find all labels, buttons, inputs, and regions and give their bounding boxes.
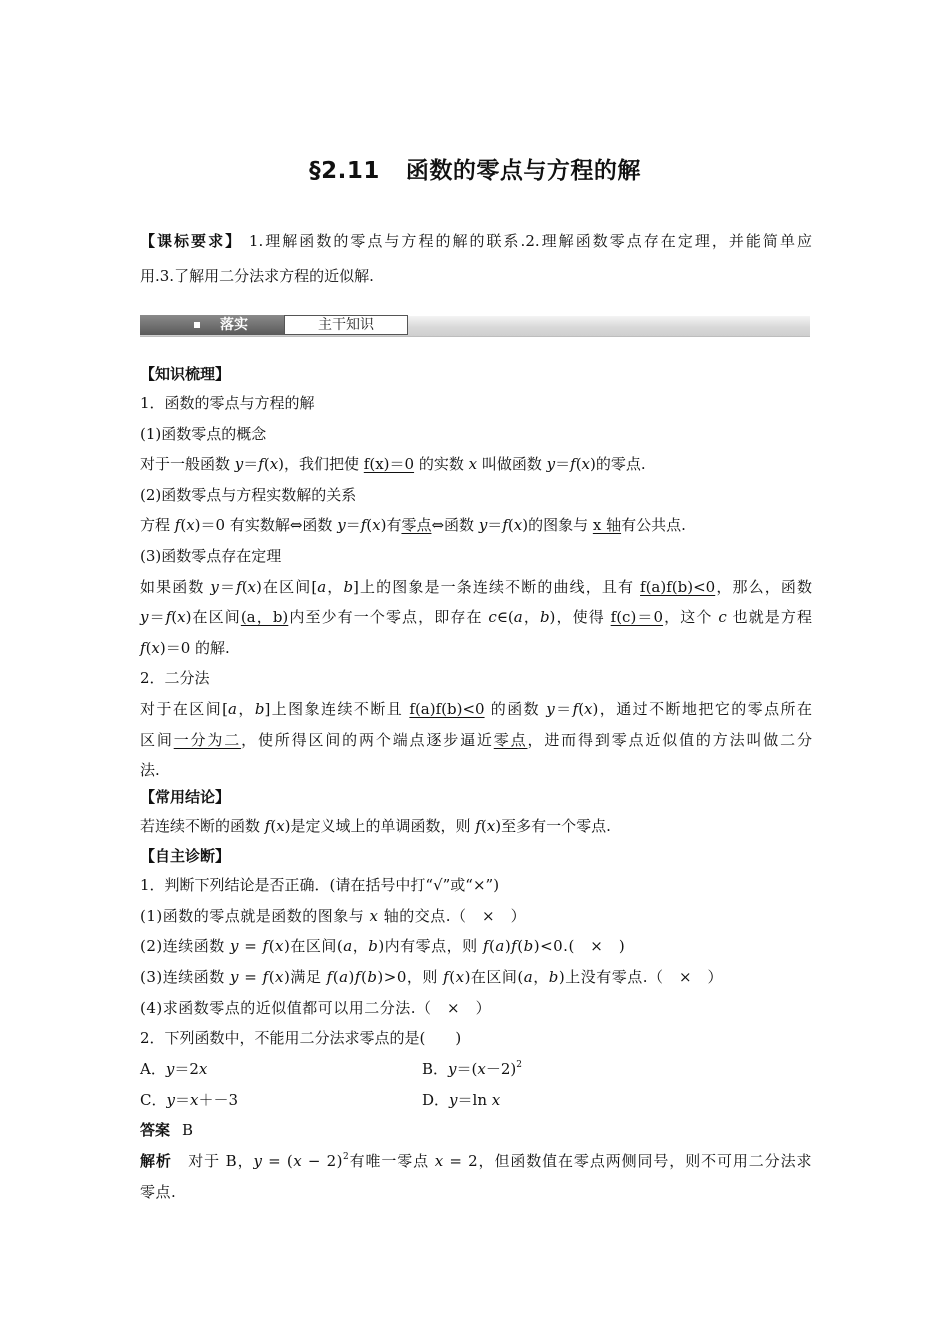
knowledge-item2: 2．二分法 [140,669,210,687]
blank-split-in-two: 一分为二 [173,731,242,749]
bisection-line2: 区间一分为二，使所得区间的两个端点逐步逼近零点，进而得到零点近似值的方法叫做二分 [140,731,812,749]
section-bar [140,312,810,338]
statement2: (2)连续函数 y = f(x)在区间(a，b)内有零点，则 f(a)f(b)<0.( × ) [140,937,626,955]
zero-definition: 对于一般函数 y＝f(x)，我们把使 f(x)＝0 的实数 x 叫做函数 y＝f(x)的零点. [140,455,646,473]
blank-zero-point: 零点 [401,516,432,534]
theorem-line2: y＝f(x)在区间(a，b)内至少有一个零点，即存在 c∈(a，b)，使得 f(c)＝0，这个 c 也就是方程 [140,608,812,626]
conclusion-heading: 【常用结论】 [140,788,231,806]
blank-fx-zero: f(x)＝0 [363,455,415,473]
zero-relation: 方程 f(x)＝0 有实数解⇔函数 y＝f(x)有零点⇔函数 y＝f(x)的图象与 x 轴有公共点. [140,516,686,534]
option-c: C．y＝x＋－3 [140,1091,238,1109]
blank-sign-condition: f(a)f(b)<0 [640,578,716,596]
blank-x-axis: x 轴 [592,516,622,534]
blank-approach-zero: 零点 [493,731,528,749]
section-bar-dark: 落实 [140,315,284,335]
statement3: (3)连续函数 y = f(x)满足 f(a)f(b)>0，则 f(x)在区间(a，b)上没有零点.（ × ） [140,968,724,986]
requirements-line2: 用.3.了解用二分法求方程的近似解. [140,267,374,285]
theorem-line3: f(x)＝0 的解. [140,639,230,657]
blank-open-interval: (a，b) [240,608,289,626]
knowledge-sub3: (3)函数零点存在定理 [140,547,282,565]
knowledge-heading: 【知识梳理】 [140,365,231,383]
section-number: §2.11 [309,158,380,184]
conclusion-text: 若连续不断的函数 f(x)是定义域上的单调函数，则 f(x)至多有一个零点. [140,817,611,835]
bisection-line3: 法. [140,761,160,779]
requirements-line1: 1.理解函数的零点与方程的解的联系.2.理解函数零点存在定理，并能简单应 [248,232,812,250]
statement4: (4)求函数零点的近似值都可以用二分法.（ × ） [140,999,492,1017]
question1: 1．判断下列结论是否正确．(请在括号中打“√”或“×”) [140,876,500,894]
option-b: B．$y=(x-2)^2$ [422,1060,522,1078]
section-title: 函数的零点与方程的解 [405,158,641,184]
curriculum-requirements [140,231,812,291]
option-d: D．y＝ln x [422,1091,501,1109]
option-a: A．y＝2x [140,1060,208,1078]
square-bullet-icon [194,322,200,328]
question2: 2．下列函数中，不能用二分法求零点的是( ) [140,1029,462,1047]
analysis-line2: 零点. [140,1183,177,1201]
page-title [0,152,950,185]
analysis-line1: 解析 对于 B，$y = (x - 2)^2$有唯一零点 x = 2，但函数值在零点两侧同号，则不可用二分法求 [140,1152,812,1170]
requirements-tag: 【课标要求】 [140,232,243,250]
blank-bisection-condition: f(a)f(b)<0 [409,700,485,718]
knowledge-item1: 1．函数的零点与方程的解 [140,394,315,412]
section-bar-light: 主干知识 [284,315,408,335]
diagnosis-heading: 【自主诊断】 [140,847,231,865]
answer: 答案 B [140,1121,194,1139]
bisection-line1: 对于在区间[a，b]上图象连续不断且 f(a)f(b)<0 的函数 y＝f(x)，通过不断地把它的零点所在 [140,700,812,718]
blank-fc-zero: f(c)＝0 [610,608,664,626]
knowledge-sub2: (2)函数零点与方程实数解的关系 [140,486,357,504]
statement1: (1)函数的零点就是函数的图象与 x 轴的交点.（ × ） [140,907,527,925]
knowledge-sub1: (1)函数零点的概念 [140,425,267,443]
theorem-line1: 如果函数 y＝f(x)在区间[a，b]上的图象是一条连续不断的曲线，且有 f(a)f(b)<0，那么，函数 [140,578,812,596]
